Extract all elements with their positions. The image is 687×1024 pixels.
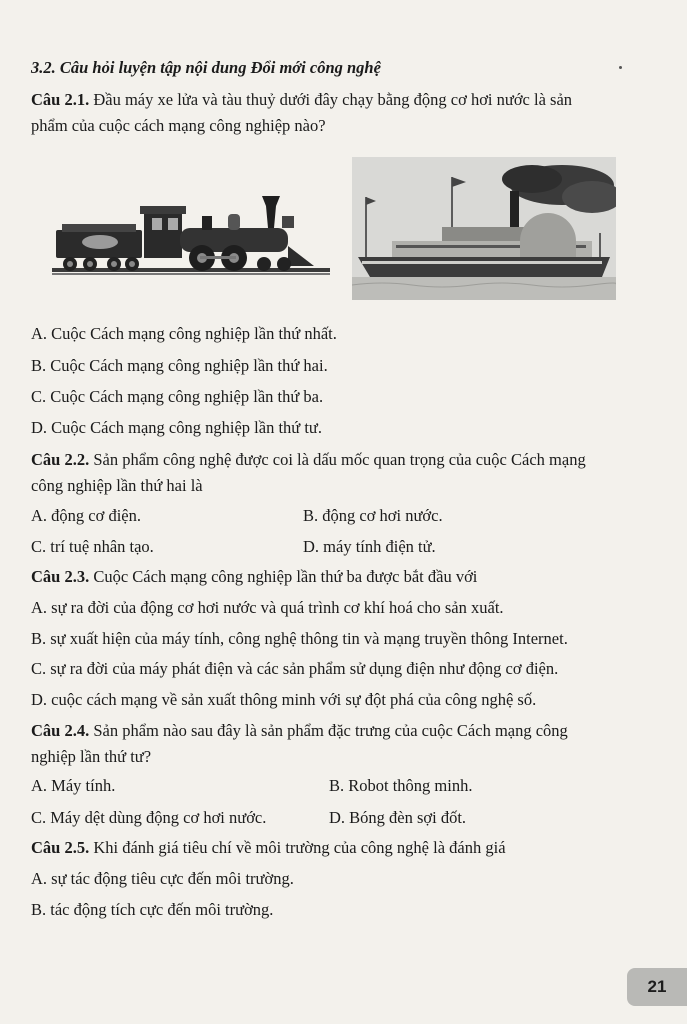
question-2-1: [31, 90, 572, 110]
question-2-2: [31, 450, 586, 470]
steam-locomotive-image: [52, 188, 330, 280]
q4-option-b: B. Robot thông minh.: [329, 776, 473, 795]
question-label: Câu 2.1.: [31, 90, 90, 109]
question-2-1-continued: phẩm của cuộc cách mạng công nghiệp nào?: [31, 116, 326, 135]
q4-option-c: C. Máy dệt dùng động cơ hơi nước.: [31, 808, 267, 827]
question-2-5: [31, 838, 506, 858]
q1-option-c: C. Cuộc Cách mạng công nghiệp lần thứ ba.: [31, 387, 324, 406]
question-text: Cuộc Cách mạng công nghiệp lần thứ ba được bắt đầu với: [89, 567, 478, 586]
q1-option-d: D. Cuộc Cách mạng công nghiệp lần thứ tư.: [31, 418, 322, 437]
q3-option-d: D. cuộc cách mạng về sản xuất thông minh với sự đột phá của công nghệ số.: [31, 690, 537, 709]
steamship-image: [352, 157, 616, 300]
q2-option-a: A. động cơ điện.: [31, 506, 141, 525]
question-label: Câu 2.5.: [31, 838, 90, 857]
question-text: Khi đánh giá tiêu chí về môi trường của công nghệ là đánh giá: [89, 838, 506, 857]
q2-option-c: C. trí tuệ nhân tạo.: [31, 537, 154, 556]
question-text: Sản phẩm công nghệ được coi là dấu mốc quan trọng của cuộc Cách mạng: [89, 450, 586, 469]
q4-option-d: D. Bóng đèn sợi đốt.: [329, 808, 467, 827]
question-text: Sản phẩm nào sau đây là sản phẩm đặc trưng của cuộc Cách mạng công: [89, 721, 568, 740]
q3-option-c: C. sự ra đời của máy phát điện và các sản phẩm sử dụng điện như động cơ điện.: [31, 659, 559, 678]
section-title: 3.2. Câu hỏi luyện tập nội dung Đổi mới công nghệ: [31, 58, 381, 77]
question-label: Câu 2.4.: [31, 721, 90, 740]
q3-option-a: A. sự ra đời của động cơ hơi nước và quá trình cơ khí hoá cho sản xuất.: [31, 598, 504, 617]
q2-option-d: D. máy tính điện tử.: [303, 537, 436, 556]
question-2-3: [31, 567, 477, 587]
q5-option-b: B. tác động tích cực đến môi trường.: [31, 900, 274, 919]
question-label: Câu 2.2.: [31, 450, 90, 469]
question-2-2-continued: công nghiệp lần thứ hai là: [31, 476, 203, 495]
q4-option-a: A. Máy tính.: [31, 776, 116, 795]
question-text: Đầu máy xe lửa và tàu thuỷ dưới đây chạy bằng động cơ hơi nước là sản: [89, 90, 573, 109]
question-2-4-continued: nghiệp lần thứ tư?: [31, 747, 152, 766]
q5-option-a: A. sự tác động tiêu cực đến môi trường.: [31, 869, 294, 888]
question-2-4: [31, 721, 568, 741]
q3-option-b: B. sự xuất hiện của máy tính, công nghệ thông tin và mạng truyền thông Internet.: [31, 629, 568, 648]
q1-option-a: A. Cuộc Cách mạng công nghiệp lần thứ nhất.: [31, 324, 337, 343]
q1-option-b: B. Cuộc Cách mạng công nghiệp lần thứ hai.: [31, 356, 328, 375]
q2-option-b: B. động cơ hơi nước.: [303, 506, 443, 525]
page-number: 21: [627, 968, 687, 1006]
decorative-dot: [619, 66, 622, 69]
question-label: Câu 2.3.: [31, 567, 90, 586]
